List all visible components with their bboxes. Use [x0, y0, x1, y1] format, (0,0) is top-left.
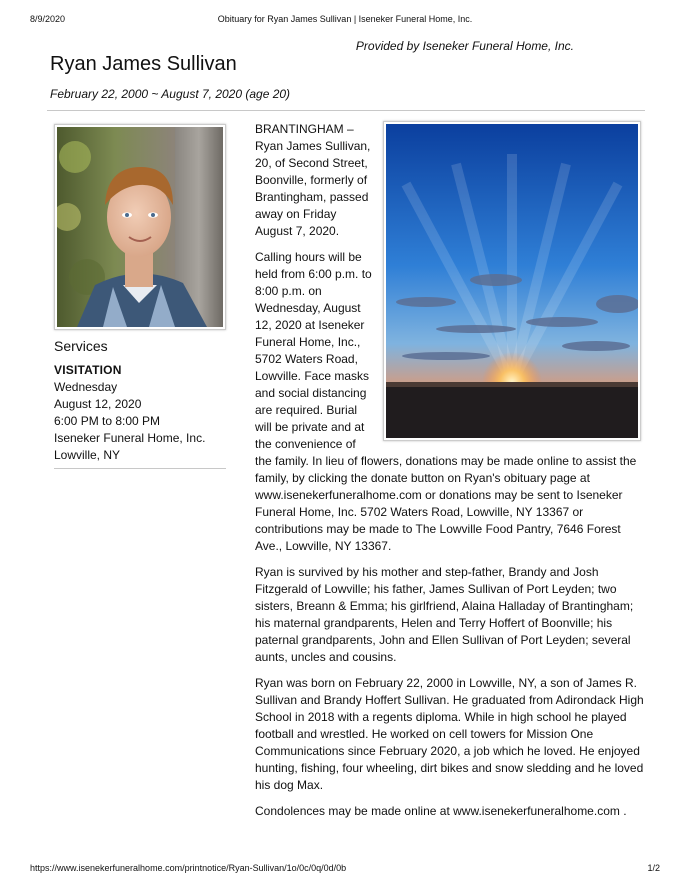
sidebar-divider: [54, 468, 226, 469]
service-location: Iseneker Funeral Home, Inc.: [54, 431, 206, 445]
header-divider: [47, 110, 645, 111]
life-dates: February 22, 2000 ~ August 7, 2020 (age 20): [50, 87, 291, 101]
service-time: 6:00 PM to 8:00 PM: [54, 414, 161, 428]
service-type: VISITATION: [54, 363, 122, 377]
sidebar: [54, 124, 226, 469]
print-url: https://www.isenekerfuneralhome.com/printnotice/Ryan-Sullivan/1o/0c/0q/0d/0b: [30, 863, 347, 873]
obituary-paragraph: Calling hours will be held from 6:00 p.m. to 8:00 p.m. on Wednesday, August 12, 2020 at Iseneker Funeral Home, Inc., 5702 Waters Road, Lowville. Face masks and social distancing are required. Burial will be private and at the convenience of the family. In lieu of flowers, donations may be made online to assist the family, by clicking the donate button on Ryan's obituary page at www.isenekerfuneralhome.com or donations may be sent to Iseneker Funeral Home, Inc. 5702 Waters Road, Lowville, NY 13367 or contributions may be made to The Lowville Food Pantry, 7646 Forest Ave., Lowville, NY 13367.: [255, 250, 637, 553]
service-date: August 12, 2020: [54, 397, 142, 411]
page-number: 1/2: [647, 863, 660, 873]
obituary-article: [255, 121, 645, 829]
obituary-paragraph: Ryan is survived by his mother and step-father, Brandy and Josh Fitzgerald of Lowville; his father, James Sullivan of Port Leyden; two sisters, Breann & Emma; his girlfriend, Alaina Halladay of Brantingham; his maternal grandparents, Helen and Terry Hoffert of Boonville; his paternal grandparents, John and Ellen Sullivan of Port Leyden; several aunts, uncles and cousins.: [255, 565, 634, 664]
deceased-name: Ryan James Sullivan: [50, 53, 237, 75]
print-document-title: Obituary for Ryan James Sullivan | Iseneker Funeral Home, Inc.: [217, 14, 473, 24]
obituary-paragraph: Ryan was born on February 22, 2000 in Lowville, NY, a son of James R. Sullivan and Brandy Hoffert Sullivan. He graduated from Adirondack High School in 2018 with a regents diploma. While in high school he played football and wrestled. He worked on cell towers for Mission One Communications since February 2020, a job which he loved. He enjoyed hunting, fishing, four wheeling, dirt bikes and snow sledding and he loved his dog Max.: [255, 676, 644, 792]
obituary-paragraph: Condolences may be made online at www.isenekerfuneralhome.com .: [255, 804, 627, 818]
obituary-paragraph: BRANTINGHAM – Ryan James Sullivan, 20, of Second Street, Boonville, formerly of Brantingham, passed away on Friday August 7, 2020.: [255, 122, 371, 238]
service-day: Wednesday: [54, 380, 118, 394]
print-header: [30, 14, 660, 28]
print-footer: [30, 863, 660, 875]
portrait-photo: [54, 124, 226, 330]
print-date: 8/9/2020: [30, 14, 66, 24]
sunset-photo: [383, 121, 641, 441]
provided-by: Provided by Iseneker Funeral Home, Inc.: [355, 39, 574, 53]
service-event-visitation: [54, 362, 226, 464]
service-city: Lowville, NY: [54, 448, 121, 462]
services-heading: Services: [54, 338, 108, 354]
